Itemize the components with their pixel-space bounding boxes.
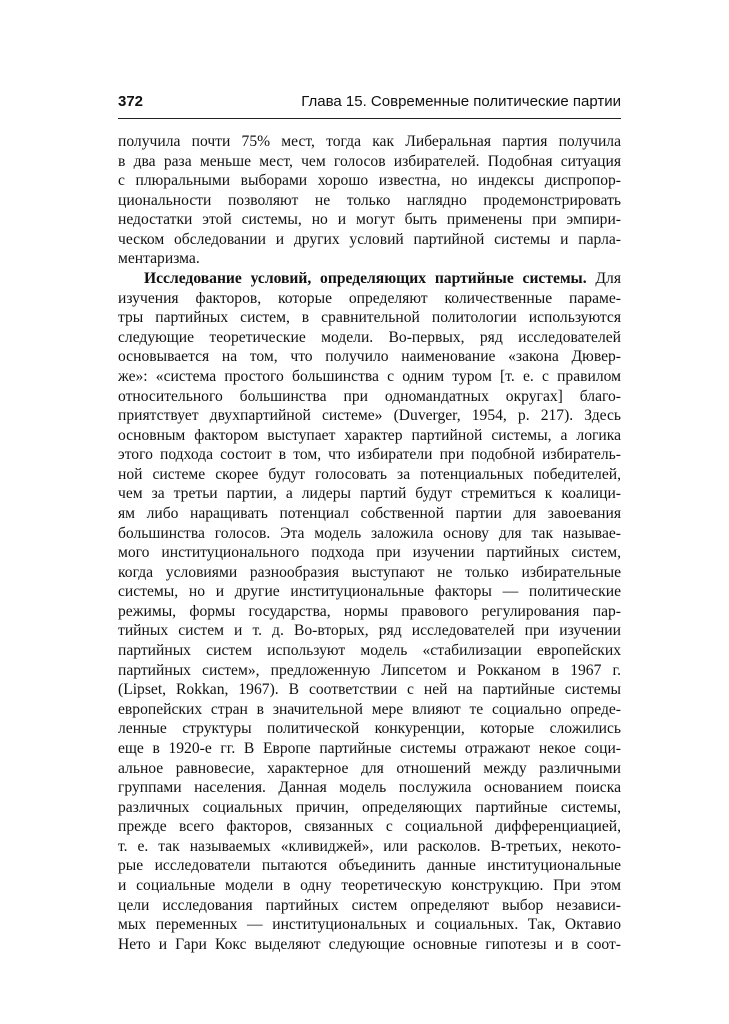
body-text bbox=[118, 132, 621, 954]
text-line: Нето и Гари Кокс выделяют следующие основные гипотезы и в соот- bbox=[118, 935, 621, 953]
text-line: партийных систем используют модель «стабилизации европейских bbox=[118, 642, 621, 660]
text-line: с плюральными выборами хорошо известна, но индексы диспропор- bbox=[118, 172, 621, 190]
text-line: партийных систем», предложенную Липсетом и Рокканом в 1967 г. bbox=[118, 661, 621, 679]
text-line: ленные структуры политической конкуренции, которые сложились bbox=[118, 720, 621, 738]
text-line: этого подхода состоит в том, что избиратели при подобной избиратель- bbox=[118, 446, 621, 464]
text-line: различных социальных причин, определяющих партийные системы, bbox=[118, 798, 621, 816]
title-line-rest: Для bbox=[586, 270, 621, 288]
text-line: получила почти 75% мест, тогда как Либеральная партия получила bbox=[118, 133, 621, 150]
text-line: мого институционального подхода при изучении партийных систем, bbox=[118, 544, 621, 562]
text-line: недостатки этой системы, но и могут быть применены при эмпири- bbox=[118, 211, 621, 229]
text-line: режимы, формы государства, нормы правового регулирования пар- bbox=[118, 602, 621, 620]
text-line: ментаризма. bbox=[118, 250, 200, 268]
text-line: изучения факторов, которые определяют количественные параме- bbox=[118, 289, 621, 307]
text-line: большинства голосов. Эта модель заложила основу для так называе- bbox=[118, 524, 621, 542]
text-line: приятствует двухпартийной системе» (Duverger, 1954, p. 217). Здесь bbox=[118, 407, 621, 425]
text-line: следующие теоретические модели. Во-первых, ряд исследователей bbox=[118, 328, 621, 346]
text-line: основным фактором выступает характер партийной системы, а логика bbox=[118, 426, 621, 444]
text-line: альное равновесие, характерное для отношений между различными bbox=[118, 759, 621, 777]
text-line: когда условиями разнообразия выступают не только избирательные bbox=[118, 563, 621, 581]
header-rule bbox=[118, 118, 621, 119]
text-line: чем за третьи партии, а лидеры партий будут стремиться к коалици- bbox=[118, 485, 621, 503]
paragraph-2-first-line bbox=[118, 269, 621, 289]
text-line: основывается на том, что получило наименование «закона Дювер- bbox=[118, 348, 621, 366]
text-line: относительного большинства при одномандатных округах] благо- bbox=[118, 387, 621, 405]
text-line: тры партийных систем, в сравнительной политологии используются bbox=[118, 309, 621, 327]
running-header bbox=[118, 91, 621, 113]
paragraph-1 bbox=[118, 132, 621, 269]
text-line: циональности позволяют не только наглядно продемонстрировать bbox=[118, 191, 621, 209]
text-line: и социальные модели в одну теоретическую конструкцию. При этом bbox=[118, 876, 621, 894]
text-line: т. е. так называемых «кливиджей», или расколов. В-третьих, некото- bbox=[118, 837, 621, 855]
page-number: 372 bbox=[118, 93, 144, 110]
text-line: тийных систем и т. д. Во-вторых, ряд исследователей при изучении bbox=[118, 622, 621, 640]
text-line: рые исследователи пытаются объединить данные институциональные bbox=[118, 857, 621, 875]
text-line: цели исследования партийных систем определяют выбор независи- bbox=[118, 896, 621, 914]
text-line: ческом обследовании и других условий партийной системы и парла- bbox=[118, 230, 621, 248]
text-line: системы, но и другие институциональные факторы — политические bbox=[118, 583, 621, 601]
text-line: европейских стран в значительной мере влияют те социально опреде- bbox=[118, 700, 621, 718]
text-line: прежде всего факторов, связанных с социальной дифференциацией, bbox=[118, 818, 621, 836]
text-line: ной системе скорее будут голосовать за потенциальных победителей, bbox=[118, 465, 621, 483]
text-line: мых переменных — институциональных и социальных. Так, Октавио bbox=[118, 916, 621, 934]
text-line: в два раза меньше мест, чем голосов избирателей. Подобная ситуация bbox=[118, 152, 621, 170]
text-line: еще в 1920-е гг. В Европе партийные системы отражают некое соци- bbox=[118, 739, 621, 757]
paragraph-2 bbox=[118, 269, 621, 954]
text-line: группами населения. Данная модель послужила основанием поиска bbox=[118, 779, 621, 797]
text-line: (Lipset, Rokkan, 1967). В соответствии с ней на партийные системы bbox=[118, 681, 621, 699]
section-title: Исследование условий, определяющих партийные системы. bbox=[144, 270, 587, 288]
text-line: ям либо наращивать потенциал собственной партии для завоевания bbox=[118, 504, 621, 522]
chapter-title: Глава 15. Современные политические партии bbox=[301, 93, 621, 110]
text-line: же»: «система простого большинства с одним туром [т. е. с правилом bbox=[118, 367, 621, 385]
